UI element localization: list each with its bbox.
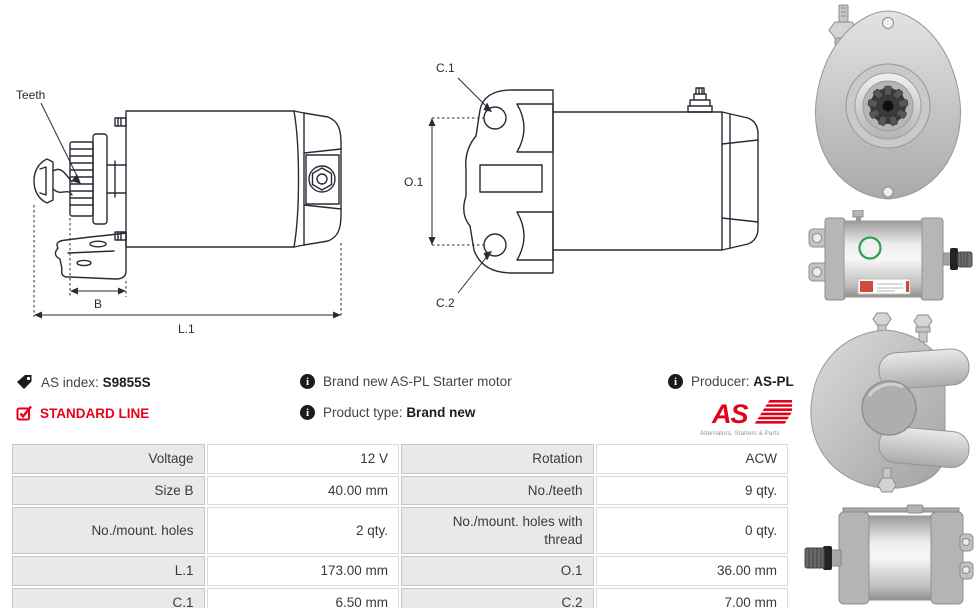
standard-line-label: STANDARD LINE xyxy=(40,405,150,421)
spec-value-cell: 2 qty. xyxy=(207,507,400,554)
spec-value-cell: 9 qty. xyxy=(596,476,789,506)
technical-drawing-mounting-view xyxy=(400,48,770,340)
spec-label-cell: C.2 xyxy=(401,588,594,608)
producer-label: Producer: xyxy=(691,374,750,389)
product-photo-side-left xyxy=(795,500,976,608)
dim-label-teeth: Teeth xyxy=(16,88,46,102)
info-icon: i xyxy=(300,374,315,389)
spec-label-cell: No./mount. holes xyxy=(12,507,205,554)
product-description: Brand new AS-PL Starter motor xyxy=(323,374,512,389)
producer-value: AS-PL xyxy=(753,374,794,389)
spec-label-cell: Rotation xyxy=(401,444,594,474)
spec-value-cell: 173.00 mm xyxy=(207,556,400,586)
green-sticker xyxy=(860,238,881,259)
dim-label-c1: C.1 xyxy=(436,61,455,75)
spec-label-cell: C.1 xyxy=(12,588,205,608)
dim-label-o1: O.1 xyxy=(404,175,424,189)
product-photo-side-right xyxy=(795,210,976,310)
spec-label-cell: O.1 xyxy=(401,556,594,586)
spec-label-cell: No./mount. holes with thread xyxy=(401,507,594,554)
spec-value-cell: 6.50 mm xyxy=(207,588,400,608)
tag-icon xyxy=(16,374,33,391)
spec-value-cell: 40.00 mm xyxy=(207,476,400,506)
spec-table xyxy=(10,442,790,608)
producer-line xyxy=(668,374,794,389)
as-index-line xyxy=(16,374,151,391)
spec-value-cell: 7.00 mm xyxy=(596,588,789,608)
spec-value-cell: ACW xyxy=(596,444,789,474)
info-icon: i xyxy=(668,374,683,389)
spec-value-cell: 12 V xyxy=(207,444,400,474)
spec-value-cell: 36.00 mm xyxy=(596,556,789,586)
spec-label-cell: No./teeth xyxy=(401,476,594,506)
logo-tagline: Alternators, Starters & Parts xyxy=(700,430,780,437)
dim-label-l1: L.1 xyxy=(178,322,195,336)
as-index-value: S9855S xyxy=(102,375,151,390)
spec-value-cell: 0 qty. xyxy=(596,507,789,554)
technical-drawing-side-view xyxy=(10,85,350,345)
table-row xyxy=(12,507,788,554)
info-icon: i xyxy=(300,405,315,420)
as-pl-logo xyxy=(698,396,792,438)
table-row xyxy=(12,588,788,608)
logo-text: AS xyxy=(712,399,748,429)
table-row xyxy=(12,476,788,506)
dim-label-c2: C.2 xyxy=(436,296,455,310)
spec-label-cell: Size B xyxy=(12,476,205,506)
as-index-label: AS index: xyxy=(41,375,99,390)
description-line xyxy=(300,374,512,389)
spec-label-cell: Voltage xyxy=(12,444,205,474)
product-type-line xyxy=(300,405,475,420)
product-type-value: Brand new xyxy=(406,405,476,420)
spec-label-cell: L.1 xyxy=(12,556,205,586)
table-row xyxy=(12,556,788,586)
product-type-label: Product type: xyxy=(323,405,403,420)
checkbox-checked-icon xyxy=(16,405,32,421)
dim-label-b: B xyxy=(94,297,103,311)
product-photo-rear-cover xyxy=(793,312,976,498)
table-row xyxy=(12,444,788,474)
product-photo-front xyxy=(795,2,976,208)
standard-line-badge xyxy=(16,405,149,421)
